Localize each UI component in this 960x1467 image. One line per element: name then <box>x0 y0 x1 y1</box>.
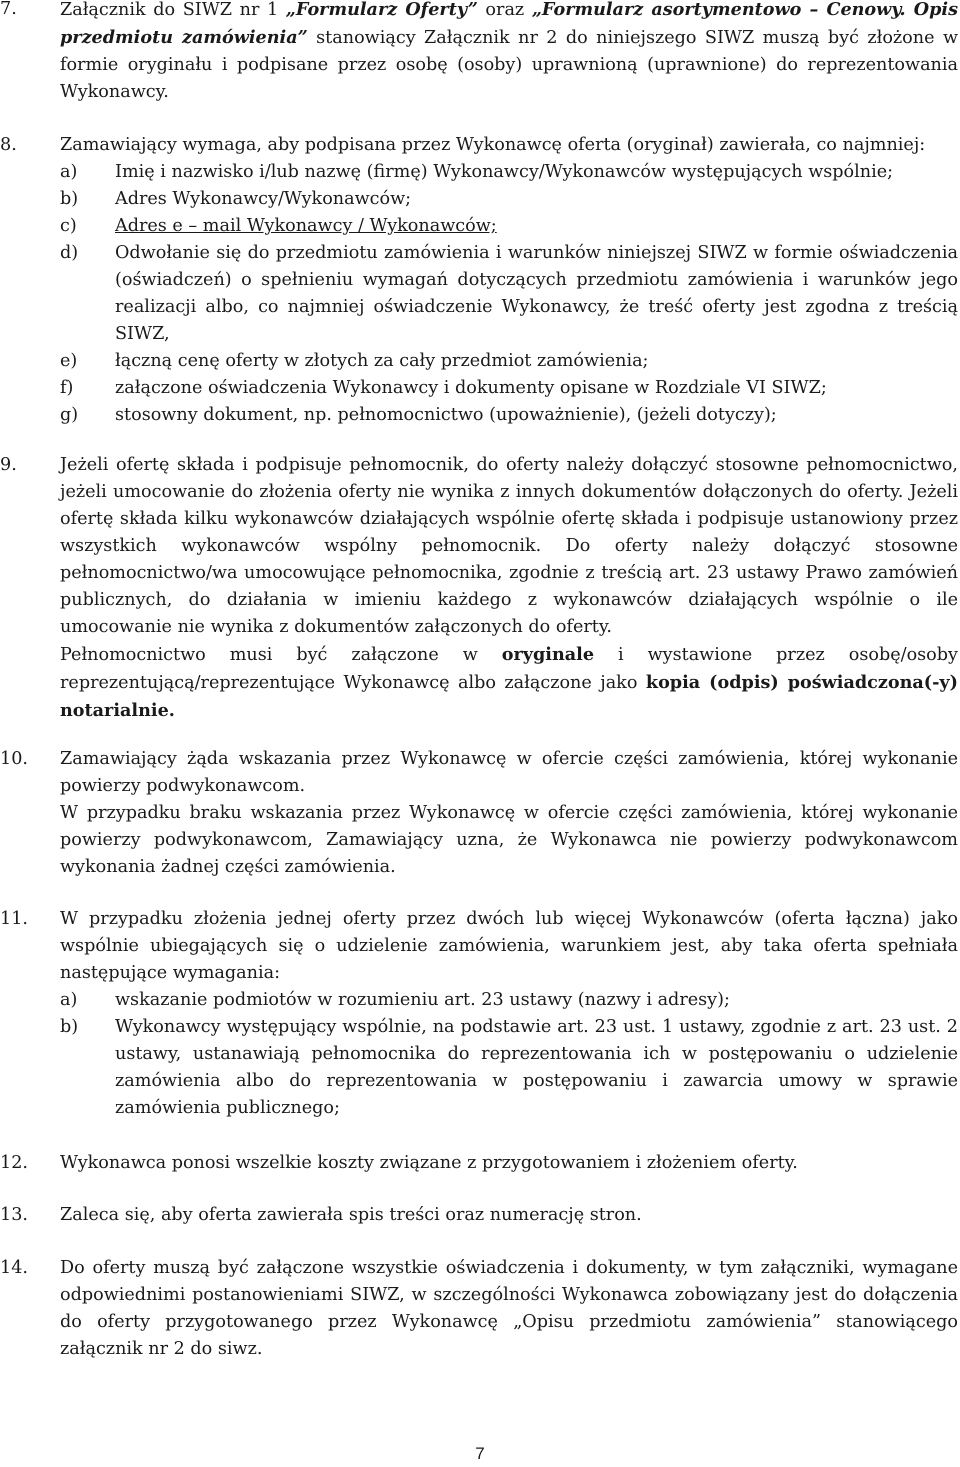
section-text: Do oferty muszą być załączone wszystkie oświadczenia i dokumenty, w tym załączniki, wymagane odpowiednimi postanowieniami SIWZ, w szczególności Wykonawca zobowiązany jest do dołączenia do oferty przygotowanego przez Wykonawcę „Opisu przedmiotu zamówienia” stanowiącego załącznik nr 2 do siwz. <box>60 1258 958 1359</box>
section-10 <box>0 746 960 881</box>
list-item: a) wskazanie podmiotów w rozumieniu art. 23 ustawy (nazwy i adresy); <box>60 990 730 1010</box>
section-number: 7. <box>0 0 17 19</box>
list-item: d) Odwołanie się do przedmiotu zamówienia i warunków niniejszej SIWZ w formie oświadczenia (oświadczeń) o spełnieniu wymagań dotyczących przedmiotu zamówienia i warunków jego realizacji albo, co najmniej oświadczenie Wykonawcy, że treść oferty jest zgodna z treścią SIWZ, <box>60 243 958 344</box>
section-text: Jeżeli ofertę składa i podpisuje pełnomocnik, do oferty należy dołączyć stosowne pełnomocnictwo, jeżeli umocowanie do złożenia oferty nie wynika z innych dokumentów dołączonych do oferty. Jeżeli ofertę składa kilku wykonawców działających wspólnie ofertę składa i podpisuje ustanowiony przez wszystkich wykonawców wspólny pełnomocnik. Do oferty należy dołączyć stosowne pełnomocnictwo/wa umocowujące pełnomocnika, zgodnie z treścią art. 23 ustawy Prawo zamówień publicznych, do działania w imieniu każdego z wykonawców działających wspólnie o ile umocowanie nie wynika z dokumentów załączonych do oferty. <box>60 455 958 637</box>
section-text: Pełnomocnictwo musi być załączone w oryginale i wystawione przez osobę/osoby reprezentującą/reprezentujące Wykonawcę albo załączone jako kopia (odpis) poświadczona(-y) notarialnie. <box>60 644 958 721</box>
section-12 <box>0 1150 960 1177</box>
section-number: 12. <box>0 1153 28 1173</box>
section-14 <box>0 1255 960 1363</box>
section-number: 14. <box>0 1258 28 1278</box>
section-text: W przypadku złożenia jednej oferty przez dwóch lub więcej Wykonawców (oferta łączna) jako wspólnie ubiegających się o udzielenie zamówienia, warunkiem jest, aby taka oferta spełniała następujące wymagania: <box>60 909 958 983</box>
section-number: 10. <box>0 749 28 769</box>
section-11 <box>0 906 960 1122</box>
section-text: W przypadku braku wskazania przez Wykonawcę w ofercie części zamówienia, której wykonanie powierzy podwykonawcom, Zamawiający uzna, że Wykonawca nie powierzy podwykonawcom wykonania żadnej części zamówienia. <box>60 803 958 877</box>
list-item: e) łączną cenę oferty w złotych za cały przedmiot zamówienia; <box>60 351 649 371</box>
section-text: Wykonawca ponosi wszelkie koszty związane z przygotowaniem i złożeniem oferty. <box>60 1153 798 1173</box>
section-number: 11. <box>0 909 28 929</box>
section-8 <box>0 132 960 429</box>
list-item: f) załączone oświadczenia Wykonawcy i dokumenty opisane w Rozdziale VI SIWZ; <box>60 378 827 398</box>
section-text: Załącznik do SIWZ nr 1 „Formularz Oferty” oraz „Formularz asortymentowo – Cenowy. Opis przedmiotu zamówienia” stanowiący Załącznik nr 2 do niniejszego SIWZ muszą być złożone w formie oryginału i podpisane przez osobę (osoby) uprawnioną (uprawnione) do reprezentowania Wykonawcy. <box>60 0 958 102</box>
list-item: g) stosowny dokument, np. pełnomocnictwo (upoważnienie), (jeżeli dotyczy); <box>60 405 777 425</box>
list-item: b) Adres Wykonawcy/Wykonawców; <box>60 189 412 209</box>
list-item: a) Imię i nazwisko i/lub nazwę (firmę) Wykonawcy/Wykonawców występujących wspólnie; <box>60 162 894 182</box>
section-number: 13. <box>0 1205 28 1225</box>
section-number: 8. <box>0 135 17 155</box>
section-text: Zamawiający wymaga, aby podpisana przez Wykonawcę oferta (oryginał) zawierała, co najmniej: <box>60 135 926 155</box>
section-13 <box>0 1202 960 1229</box>
list-item: c) Adres e – mail Wykonawcy / Wykonawców; <box>60 216 497 236</box>
section-9 <box>0 452 960 725</box>
section-number: 9. <box>0 455 17 475</box>
section-text: Zaleca się, aby oferta zawierała spis treści oraz numerację stron. <box>60 1205 642 1225</box>
list-item: b) Wykonawcy występujący wspólnie, na podstawie art. 23 ust. 1 ustawy, zgodnie z art. 23 ust. 2 ustawy, ustanawiają pełnomocnika do reprezentowania ich w postępowaniu o udzielenie zamówienia albo do reprezentowania w postępowaniu i zawarcia umowy w sprawie zamówienia publicznego; <box>60 1017 958 1118</box>
section-7 <box>0 0 960 106</box>
page-number: 7 <box>475 1444 485 1463</box>
section-text: Zamawiający żąda wskazania przez Wykonawcę w ofercie części zamówienia, której wykonanie powierzy podwykonawcom. <box>60 749 958 796</box>
